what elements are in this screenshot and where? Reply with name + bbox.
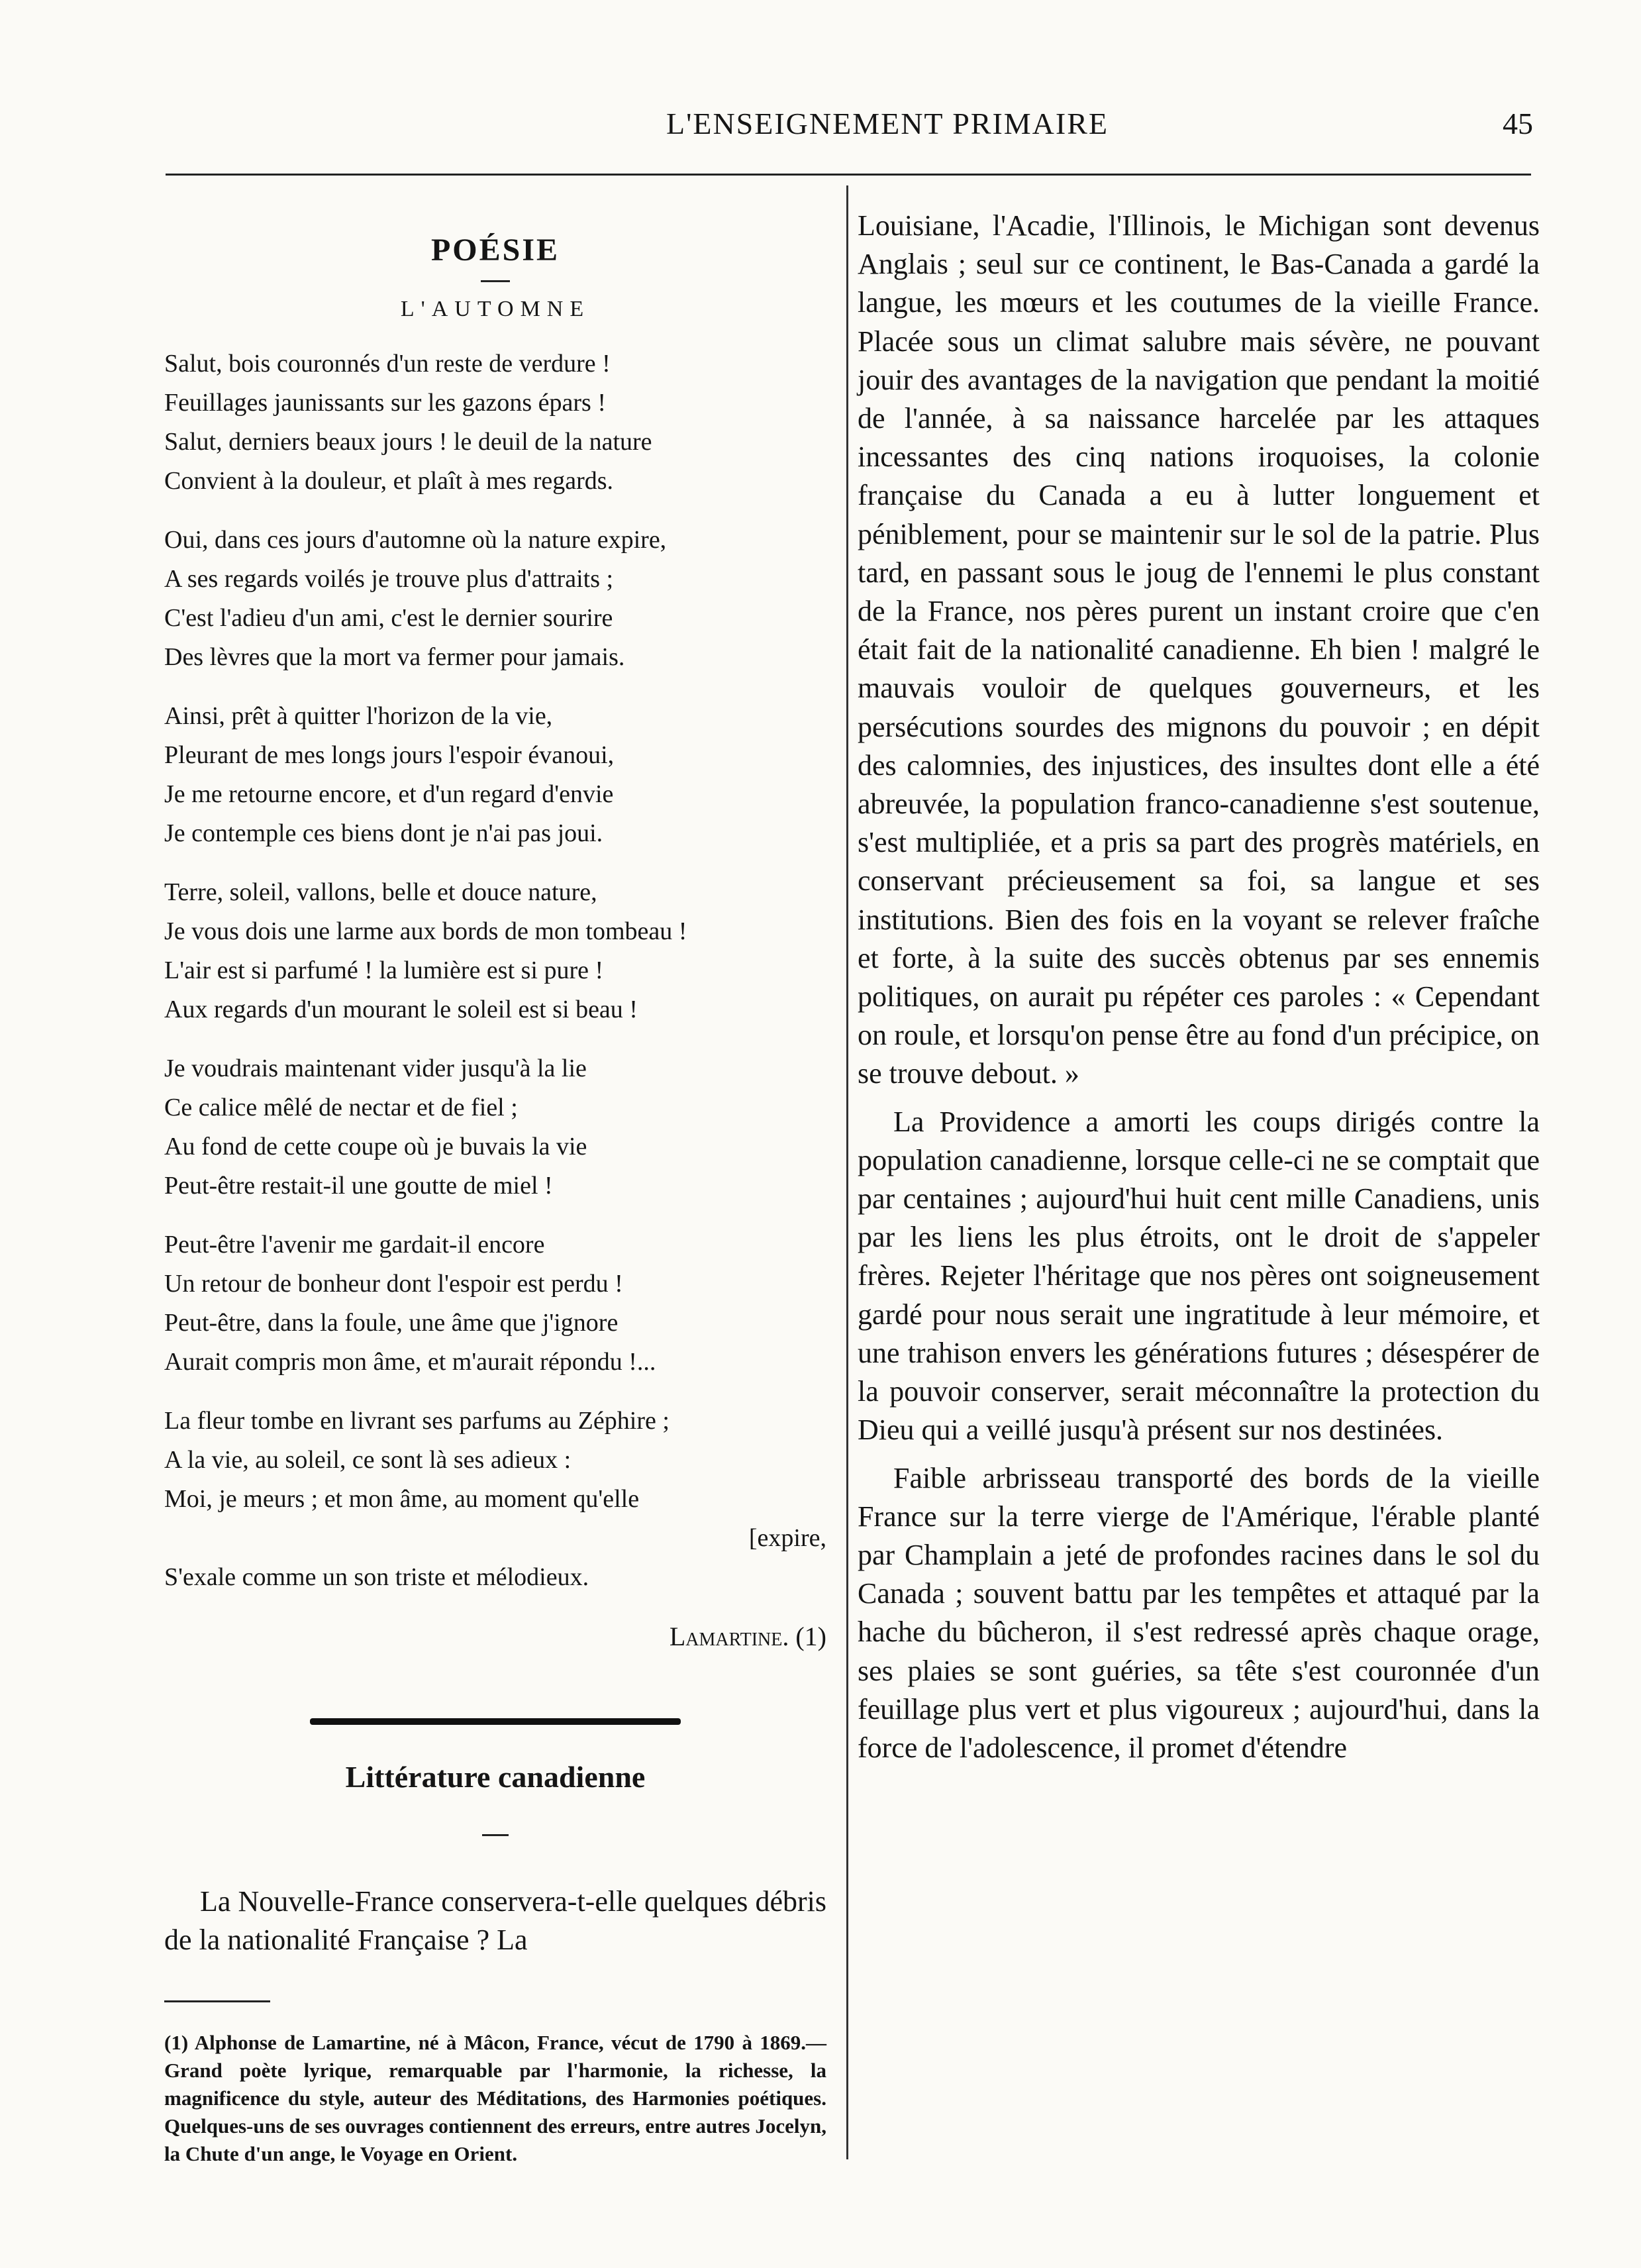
verse-line: Peut-être restait-il une goutte de miel ! [164,1172,553,1200]
verse-line: Terre, soleil, vallons, belle et douce nature, [164,878,597,906]
article-paragraph: Faible arbrisseau transporté des bords de la vieille France sur la terre vierge de l'Amérique, l'érable planté par Champlain a jeté de profondes racines dans le sol du Canada ; souvent battu par les tempêtes et attaqué par la hache du bûcheron, il s'est redressé après chaque orage, ses plaies se sont guéries, sa tête s'est couronnée d'un feuillage plus vert et plus vigoureux ; aujourd'hui, dans la force de l'adolescence, il promet d'étendre [858,1461,1540,1764]
verse-line: Peut-être, dans la foule, une âme que j'ignore [164,1309,619,1337]
verse-line: Je vous dois une larme aux bords de mon tombeau ! [164,917,687,945]
verse-line: Ce calice mêlé de nectar et de fiel ; [164,1094,518,1121]
stanza [164,697,826,853]
column-divider [846,185,848,2159]
footnote: (1) Alphonse de Lamartine, né à Mâcon, France, vécut de 1790 à 1869.—Grand poète lyrique, remarquable par l'harmonie, la richesse, la magnificence du style, auteur des Méditations, des Harmonies poétiques. Quelques-uns de ses ouvrages contiennent des erreurs, entre autres Jocelyn, la Chute d'un ange, le Voyage en Orient. [164,2031,826,2165]
verse-line: Je contemple ces biens dont je n'ai pas joui. [164,819,603,847]
verse-line: Moi, je meurs ; et mon âme, au moment qu'elle [164,1485,640,1513]
verse-line: [expire, [748,1524,826,1552]
article-heading: Littérature canadienne [345,1760,646,1794]
verse-line: Ainsi, prêt à quitter l'horizon de la vie, [164,702,553,730]
verse-line: Salut, bois couronnés d'un reste de verdure ! [164,350,611,378]
stanza [164,521,826,677]
article-paragraph: La Providence a amorti les coups dirigés contre la population canadienne, lorsque celle-ci ne se comptait que par centaines ; aujourd'hui huit cent mille Canadiens, unis par les liens les plus étroits, ont le droit de s'appeler frères. Rejeter l'héritage que nos pères ont soigneusement gardé pour nous serait une ingratitude à leur mémoire, et une trahison envers les générations futures ; désespérer de la pouvoir conserver, serait méconnaître la protection du Dieu qui a veillé jusqu'à présent sur nos destinées. [858,1105,1540,1447]
verse-line: Salut, derniers beaux jours ! le deuil de la nature [164,428,652,456]
article-paragraph: Louisiane, l'Acadie, l'Illinois, le Michigan sont devenus Anglais ; seul sur ce continent, le Bas-Canada a gardé la langue, les mœurs et les coutumes de la vieille France. Placée sous un climat salubre mais sévère, ne pouvant jouir des avantages de la navigation que pendant la moitié de l'année, à sa naissance harcelée par les attaques incessantes des cinq nations iroquoises, la colonie française du Canada a eu à lutter longuement et péniblement, pour se maintenir sur le sol de la patrie. Plus tard, en passant sous le joug de l'ennemi le plus constant de la France, nos pères purent un instant croire que c'en était fait de la nationalité canadienne. Eh bien ! malgré le mauvais vouloir de quelques gouverneurs, et les persécutions sourdes des mignons du pouvoir ; en dépit des calomnies, des injustices, des insultes dont elle a été abreuvée, la population franco-canadienne s'est soutenue, s'est multipliée, et a pris sa part des progrès matériels, en conservant précieusement sa foi, sa langue et ses institutions. Bien des fois en la voyant se relever fraîche et forte, à la suite des succès obtenus par ses ennemis politiques, on aurait pu répéter ces paroles : « Cependant on roule, et lorsqu'on pense être au fond d'un précipice, on se trouve debout. » [858,209,1540,1090]
verse-line: Je voudrais maintenant vider jusqu'à la lie [164,1055,587,1082]
left-column [164,232,826,2168]
stanza [164,344,826,501]
section-title: POÉSIE [430,232,560,268]
heading-dash [482,1834,509,1836]
stanza [164,873,826,1029]
verse-line: C'est l'adieu d'un ami, c'est le dernier sourire [164,604,613,632]
stanza [164,1049,826,1206]
verse-line: Je me retourne encore, et d'un regard d'envie [164,780,614,808]
verse-line: La fleur tombe en livrant ses parfums au Zéphire ; [164,1407,670,1435]
footnote-rule [164,2000,270,2002]
verse-line: Un retour de bonheur dont l'espoir est perdu ! [164,1270,623,1298]
verse-line: Oui, dans ces jours d'automne où la nature expire, [164,526,667,554]
verse-line: Des lèvres que la mort va fermer pour jamais. [164,643,625,671]
page-number: 45 [1503,107,1533,140]
header-rule [166,174,1531,176]
verse-line: Pleurant de mes longs jours l'espoir évanoui, [164,741,615,769]
verse-line: Au fond de cette coupe où je buvais la vie [164,1133,587,1160]
verse-line: Convient à la douleur, et plaît à mes regards. [164,467,614,495]
stanza [164,1402,826,1597]
poem-title: L'AUTOMNE [400,297,591,321]
verse-line: S'exale comme un son triste et mélodieux. [164,1563,589,1591]
running-title: L'ENSEIGNEMENT PRIMAIRE [666,107,1109,140]
article-opening: La Nouvelle-France conservera-t-elle quelques débris de la nationalité Française ? La [164,1885,826,1956]
verse-line: Feuillages jaunissants sur les gazons épars ! [164,389,606,417]
verse-line: A la vie, au soleil, ce sont là ses adieux : [164,1446,572,1474]
running-header [162,106,1533,152]
verse-line: Peut-être l'avenir me gardait-il encore [164,1231,545,1259]
title-dash [481,280,510,282]
verse-line: Aux regards d'un mourant le soleil est si beau ! [164,996,638,1023]
verse-line: Aurait compris mon âme, et m'aurait répondu !... [164,1348,656,1376]
section-separator [310,1718,681,1725]
verse-line: A ses regards voilés je trouve plus d'attraits ; [164,565,614,593]
stanza [164,1225,826,1382]
poem-signature: Lamartine. (1) [669,1622,826,1651]
verse-line: L'air est si parfumé ! la lumière est si pure ! [164,956,604,984]
right-column [858,207,1540,1777]
